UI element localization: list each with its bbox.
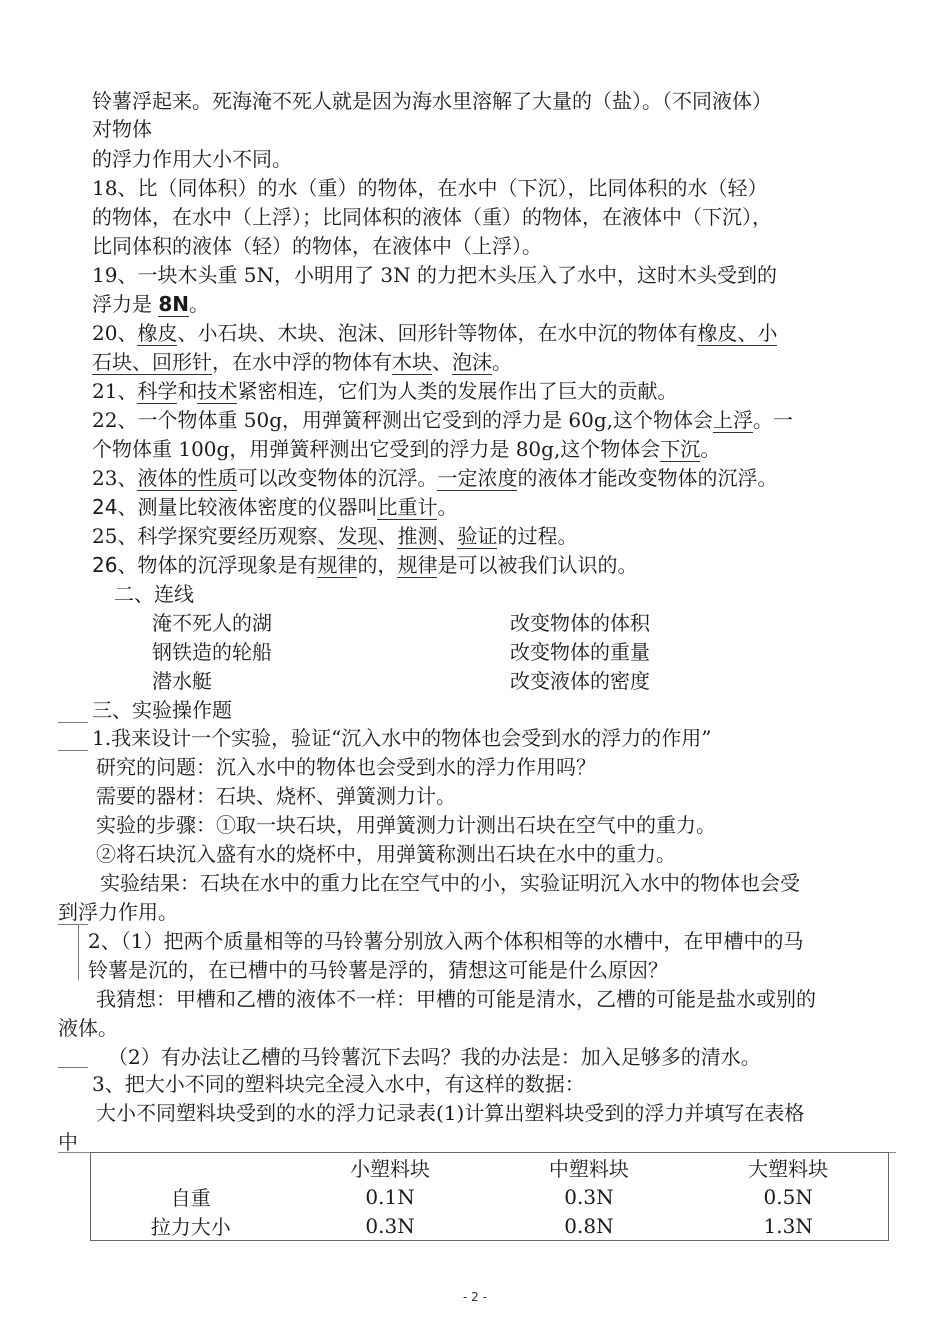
text: 、 [377,524,398,548]
experiment-text: （2）有办法让乙槽的马铃薯沉下去吗？我的办法是：加入足够多的清水。 [108,1045,761,1069]
table-cell: 拉力大小 [150,1215,231,1239]
experiment-text: 中 [58,1130,78,1154]
answer: 规律 [317,553,358,577]
answer: 验证 [457,524,498,548]
text-line: 铃薯浮起来。死海淹不死人就是因为海水里溶解了大量的（盐）。（不同液体） [92,89,772,113]
answer: 液体的性质 [137,466,238,490]
experiment-text: 研究的问题：沉入水中的物体也会受到水的浮力作用吗？ [96,755,596,779]
text: 可以改变物体的沉浮。 [237,466,438,490]
question-19-answer-line [92,291,209,317]
answer: 橡皮 [137,321,178,345]
experiment-2-line: 铃薯是沉的，在已槽中的马铃薯是浮的，猜想这可能是什么原因？ [88,958,668,982]
text-line: 对物体 [92,117,152,141]
question-18-line: 的物体，在水中（上浮）；比同体积的液体（重）的物体，在液体中（下沉）， [92,205,772,229]
question-20-line [92,349,512,375]
table-header-row [91,1153,889,1183]
text: 25、科学探究要经历观察、 [92,524,338,548]
text: 。 [189,292,210,316]
answer: 上浮 [713,408,754,432]
table-cell: 0.8N [564,1213,614,1238]
margin-mark [58,1067,88,1068]
section-heading-matching: 二、连线 [114,582,194,606]
question-19-line: 19、一块木头重 5N，小明用了 3N 的力把木头压入了水中，这时木头受到的 [92,263,777,287]
text: 。一 [753,408,794,432]
match-left-item: 钢铁造的轮船 [152,640,272,664]
experiment-text: 我猜想：甲槽和乙槽的液体不一样：甲槽的可能是清水，乙槽的可能是盐水或别的 [96,987,816,1011]
section-heading-experiment: 三、实验操作题 [92,698,232,722]
table-header: 大塑料块 [748,1157,829,1181]
experiment-text: 大小不同塑料块受到的水的浮力记录表(1)计算出塑料块受到的浮力并填写在表格 [96,1101,805,1125]
table-header: 小塑料块 [350,1157,431,1181]
text: ，在水中浮的物体有 [212,350,392,374]
match-right-item: 改变物体的体积 [510,611,650,635]
text: 的液体才能改变物体的沉浮。 [517,466,778,490]
table-cell: 0.3N [365,1213,415,1238]
experiment-3-title: 3、把大小不同的塑料块完全浸入水中，有这样的数据： [92,1072,585,1096]
answer: 橡皮、小 [697,321,778,345]
experiment-2-line: 2、（1）把两个质量相等的马铃薯分别放入两个体积相等的水槽中，在甲槽中的马 [88,929,804,953]
question-23-line [92,465,777,491]
question-26-line [92,552,637,578]
answer: 推测 [397,524,438,548]
margin-mark [58,722,88,723]
text: 23、 [92,466,138,490]
table-row [91,1211,889,1241]
text: 20、 [92,321,138,345]
table-cell: 0.1N [365,1184,415,1209]
answer: 规律 [397,553,438,577]
table-cell: 0.3N [564,1184,614,1209]
text-line: 的浮力作用大小不同。 [92,147,292,171]
text: 26 [92,553,118,577]
text: 个物体重 100g，用弹簧秤测出它受到的浮力是 80g,这个物体会 [92,437,661,461]
experiment-text: 液体。 [58,1016,118,1040]
answer: 技术 [197,379,238,403]
question-22-line [92,436,720,462]
answer-8n: 8N [158,292,190,316]
experiment-1-title: 1.我来设计一个实验，验证“沉入水中的物体也会受到水的浮力的作用” [92,726,712,750]
margin-mark [78,924,79,980]
answer: 木块 [392,350,432,374]
text: 浮力是 [92,292,159,316]
text: 24 [92,495,118,519]
answer: 发现 [337,524,378,548]
text: 。 [700,437,721,461]
text: 的过程。 [497,524,578,548]
table-row [91,1182,889,1211]
text: 是可以被我们认识的。 [437,553,638,577]
match-left-item: 淹不死人的湖 [152,611,272,635]
experiment-text: 实验的步骤：①取一块石块，用弹簧测力计测出石块在空气中的重力。 [96,813,716,837]
experiment-text: ②将石块沉入盛有水的烧杯中，用弹簧称测出石块在水中的重力。 [96,842,676,866]
text: 、 [432,350,452,374]
text: 、物体的沉浮现象是有 [117,553,318,577]
text: 、小石块、木块、泡沫、回形针等物体，在水中沉的物体有 [177,321,698,345]
text: 。 [492,350,512,374]
question-20-line [92,320,777,346]
question-18-line: 比同体积的液体（轻）的物体，在液体中（上浮）。 [92,234,542,258]
text: 22、一个物体重 50g，用弹簧秤测出它受到的浮力是 60g,这个物体会 [92,408,714,432]
question-24-line [92,494,457,520]
answer: 比重计 [377,495,438,519]
question-22-line [92,407,793,433]
question-18-line: 18、比（同体积）的水（重）的物体，在水中（下沉），比同体积的水（轻） [92,176,768,200]
experiment-text: 到浮力作用。 [58,900,178,924]
text: 的， [357,553,398,577]
text: 和 [177,379,198,403]
table-header [91,1153,291,1183]
experiment-text: 实验结果：石块在水中的重力比在空气中的小，实验证明沉入水中的物体也会受 [100,871,800,895]
answer: 下沉 [660,437,701,461]
answer: 一定浓度 [437,466,518,490]
margin-mark [58,750,88,751]
experiment-text: 需要的器材：石块、烧杯、弹簧测力计。 [96,784,456,808]
answer: 石块、回形针 [92,350,212,374]
text: 。 [437,495,458,519]
match-right-item: 改变物体的重量 [510,640,650,664]
match-left-item: 潜水艇 [152,669,212,693]
answer: 科学 [137,379,178,403]
question-21-line [92,378,677,404]
table-cell: 0.5N [763,1184,813,1209]
answer: 泡沫 [452,350,492,374]
table-cell: 自重 [170,1186,211,1210]
table-cell: 1.3N [763,1213,813,1238]
buoyancy-table [90,1152,889,1241]
text: 紧密相连，它们为人类的发展作出了巨大的贡献。 [237,379,678,403]
text: 、测量比较液体密度的仪器叫 [117,495,378,519]
margin-mark [58,924,88,925]
text: 、 [437,524,458,548]
table-header: 中塑料块 [548,1157,629,1181]
text: 21、 [92,379,138,403]
question-25-line [92,523,577,549]
page-number: - 2 - [463,1290,487,1304]
match-right-item: 改变液体的密度 [510,669,650,693]
